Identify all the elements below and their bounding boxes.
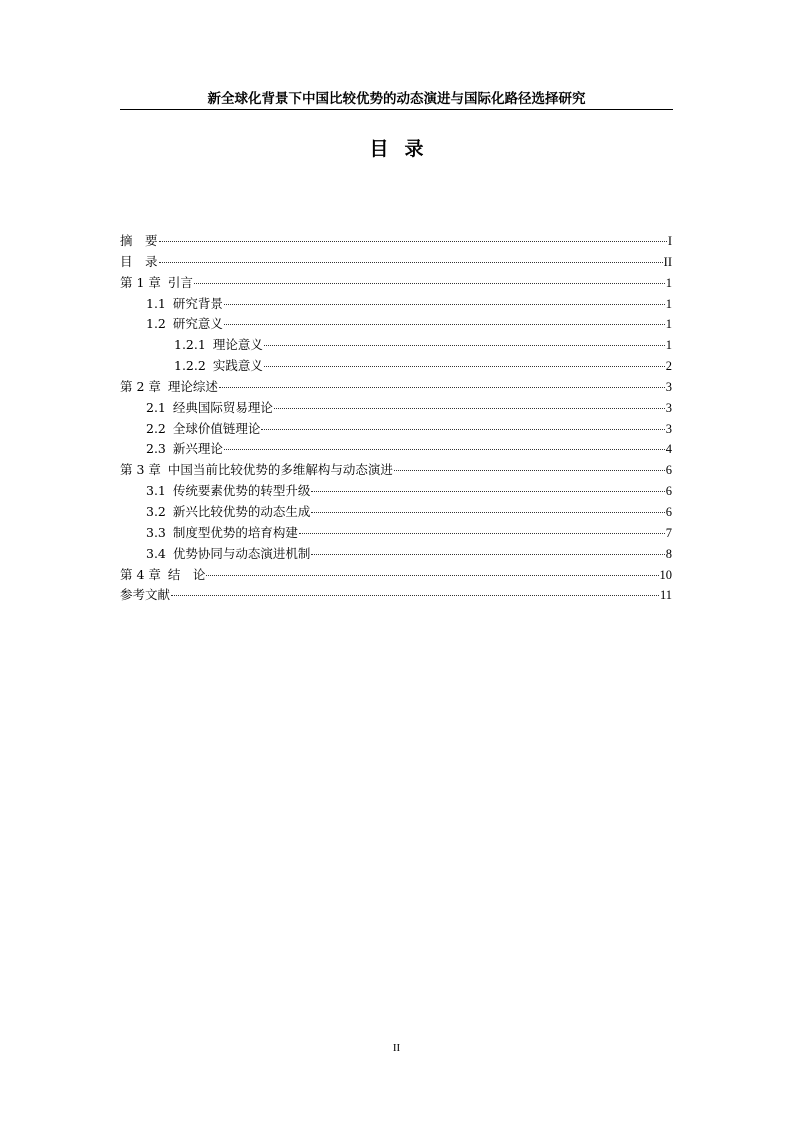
- toc-entry-number: 1.2.2: [174, 358, 206, 374]
- toc-entry[interactable]: [120, 335, 672, 356]
- toc-dot-leader: [171, 595, 659, 596]
- toc-entry-label: [146, 439, 223, 460]
- toc-dot-leader: [159, 262, 663, 263]
- toc-entry-label: [146, 523, 298, 544]
- header-divider: [120, 109, 673, 110]
- toc-entry-number: 第 1 章: [120, 274, 161, 290]
- toc-entry-number: 1.2: [146, 316, 166, 332]
- toc-entry-page: 11: [659, 588, 672, 603]
- toc-entry-number: 1.1: [146, 295, 166, 311]
- toc-entry-text: 摘 要: [120, 233, 158, 248]
- toc-entry-number: 1.2.1: [174, 337, 206, 353]
- toc-dot-leader: [159, 241, 667, 242]
- toc-entry-text: 全球价值链理论: [172, 420, 261, 436]
- toc-entry[interactable]: [120, 231, 672, 252]
- toc-dot-leader: [224, 449, 665, 450]
- toc-entry-text: 传统要素优势的转型升级: [172, 483, 311, 499]
- toc-entry-label: [174, 335, 263, 356]
- toc-entry-label: [174, 356, 263, 377]
- toc-entry-number: 2.1: [146, 399, 166, 415]
- toc-entry[interactable]: [120, 585, 672, 606]
- page-number: II: [392, 1042, 401, 1054]
- toc-entry[interactable]: [120, 252, 672, 273]
- toc-entry-label: [146, 481, 310, 502]
- toc-entry-text: 优势协同与动态演进机制: [172, 545, 311, 561]
- toc-entry-label: [120, 460, 393, 481]
- toc-entry-text: 研究背景: [172, 295, 223, 311]
- toc-entry[interactable]: [120, 356, 672, 377]
- toc-entry-page: 1: [665, 317, 672, 332]
- toc-dot-leader: [311, 491, 664, 492]
- toc-dot-leader: [264, 366, 665, 367]
- toc-entry-page: II: [663, 254, 672, 269]
- toc-entry-page: 6: [665, 463, 672, 478]
- toc-entry-text: 制度型优势的培育构建: [172, 524, 298, 540]
- toc-entry-number: 第 4 章: [120, 566, 161, 582]
- running-header: 新全球化背景下中国比较优势的动态演进与国际化路径选择研究: [207, 91, 586, 107]
- toc-entry-text: 新兴理论: [172, 441, 223, 457]
- toc-entry[interactable]: [120, 398, 672, 419]
- toc-entry-text: 结 论: [167, 566, 206, 582]
- toc-entry-text: 理论意义: [212, 337, 263, 353]
- toc-entry-page: 7: [665, 525, 672, 540]
- toc-entry-text: 引言: [167, 274, 193, 290]
- toc-entry-text: 理论综述: [167, 378, 218, 394]
- toc-entry[interactable]: [120, 377, 672, 398]
- toc-entry-page: 6: [665, 484, 672, 499]
- toc-entry-page: 3: [665, 400, 672, 415]
- toc-entry-text: 经典国际贸易理论: [172, 399, 273, 415]
- toc-entry-label: [146, 294, 223, 315]
- toc-entry[interactable]: [120, 460, 672, 481]
- toc-entry[interactable]: [120, 419, 672, 440]
- toc-entry-page: 8: [665, 546, 672, 561]
- toc-dot-leader: [261, 429, 664, 430]
- toc-entry-page: 3: [665, 379, 672, 394]
- toc-entry-number: 3.1: [146, 483, 166, 499]
- toc-entry-page: 1: [665, 338, 672, 353]
- toc-entry[interactable]: [120, 481, 672, 502]
- toc-entry[interactable]: [120, 502, 672, 523]
- toc-dot-leader: [264, 345, 665, 346]
- toc-entry-page: 1: [665, 275, 672, 290]
- toc-entry-label: [120, 231, 158, 252]
- toc-entry-number: 第 2 章: [120, 378, 161, 394]
- toc-entry-number: 3.2: [146, 503, 166, 519]
- toc-entry-label: [146, 502, 310, 523]
- toc-entry[interactable]: [120, 523, 672, 544]
- toc-entry-page: 6: [665, 504, 672, 519]
- toc-entry-page: 3: [665, 421, 672, 436]
- toc-entry-page: I: [667, 234, 672, 248]
- toc-dot-leader: [224, 324, 665, 325]
- toc-title-char-2: 录: [404, 138, 424, 160]
- toc-entry[interactable]: [120, 544, 672, 565]
- toc-dot-leader: [394, 470, 665, 471]
- toc-entry-text: 目 录: [120, 253, 158, 269]
- toc-title: [120, 137, 673, 161]
- toc-entry-page: 4: [665, 442, 672, 457]
- toc-dot-leader: [274, 408, 665, 409]
- toc-entry-number: 3.4: [146, 545, 166, 561]
- toc-entry-label: [120, 377, 218, 398]
- toc-title-char-1: 目: [369, 138, 389, 160]
- toc-dot-leader: [224, 304, 665, 305]
- toc-entry-number: 2.3: [146, 441, 166, 457]
- toc-entry-text: 中国当前比较优势的多维解构与动态演进: [167, 462, 393, 478]
- toc-dot-leader: [311, 512, 664, 513]
- toc-entry-text: 实践意义: [212, 358, 263, 374]
- toc-entry-page: 10: [659, 567, 672, 582]
- toc-entry-page: 2: [665, 359, 672, 374]
- toc-dot-leader: [299, 533, 665, 534]
- toc-dot-leader: [219, 387, 665, 388]
- table-of-contents: [120, 231, 672, 606]
- toc-entry-label: [146, 419, 260, 440]
- toc-entry-label: [120, 252, 158, 273]
- toc-entry-label: [120, 585, 170, 606]
- toc-entry[interactable]: [120, 273, 672, 294]
- toc-entry-label: [146, 314, 223, 335]
- toc-entry-label: [146, 398, 273, 419]
- toc-entry[interactable]: [120, 314, 672, 335]
- toc-entry-label: [146, 544, 310, 565]
- toc-entry-number: 3.3: [146, 524, 166, 540]
- toc-entry-label: [120, 565, 205, 586]
- toc-entry-page: 1: [665, 296, 672, 311]
- toc-entry-label: [120, 273, 193, 294]
- toc-entry[interactable]: [120, 439, 672, 460]
- toc-entry[interactable]: [120, 294, 672, 315]
- toc-entry-text: 研究意义: [172, 316, 223, 332]
- toc-dot-leader: [194, 283, 665, 284]
- toc-entry[interactable]: [120, 565, 672, 586]
- toc-dot-leader: [311, 554, 664, 555]
- toc-entry-text: 新兴比较优势的动态生成: [172, 503, 311, 519]
- toc-entry-text: 参考文献: [120, 587, 171, 603]
- toc-entry-number: 2.2: [146, 420, 166, 436]
- toc-dot-leader: [206, 575, 658, 576]
- toc-entry-number: 第 3 章: [120, 462, 161, 478]
